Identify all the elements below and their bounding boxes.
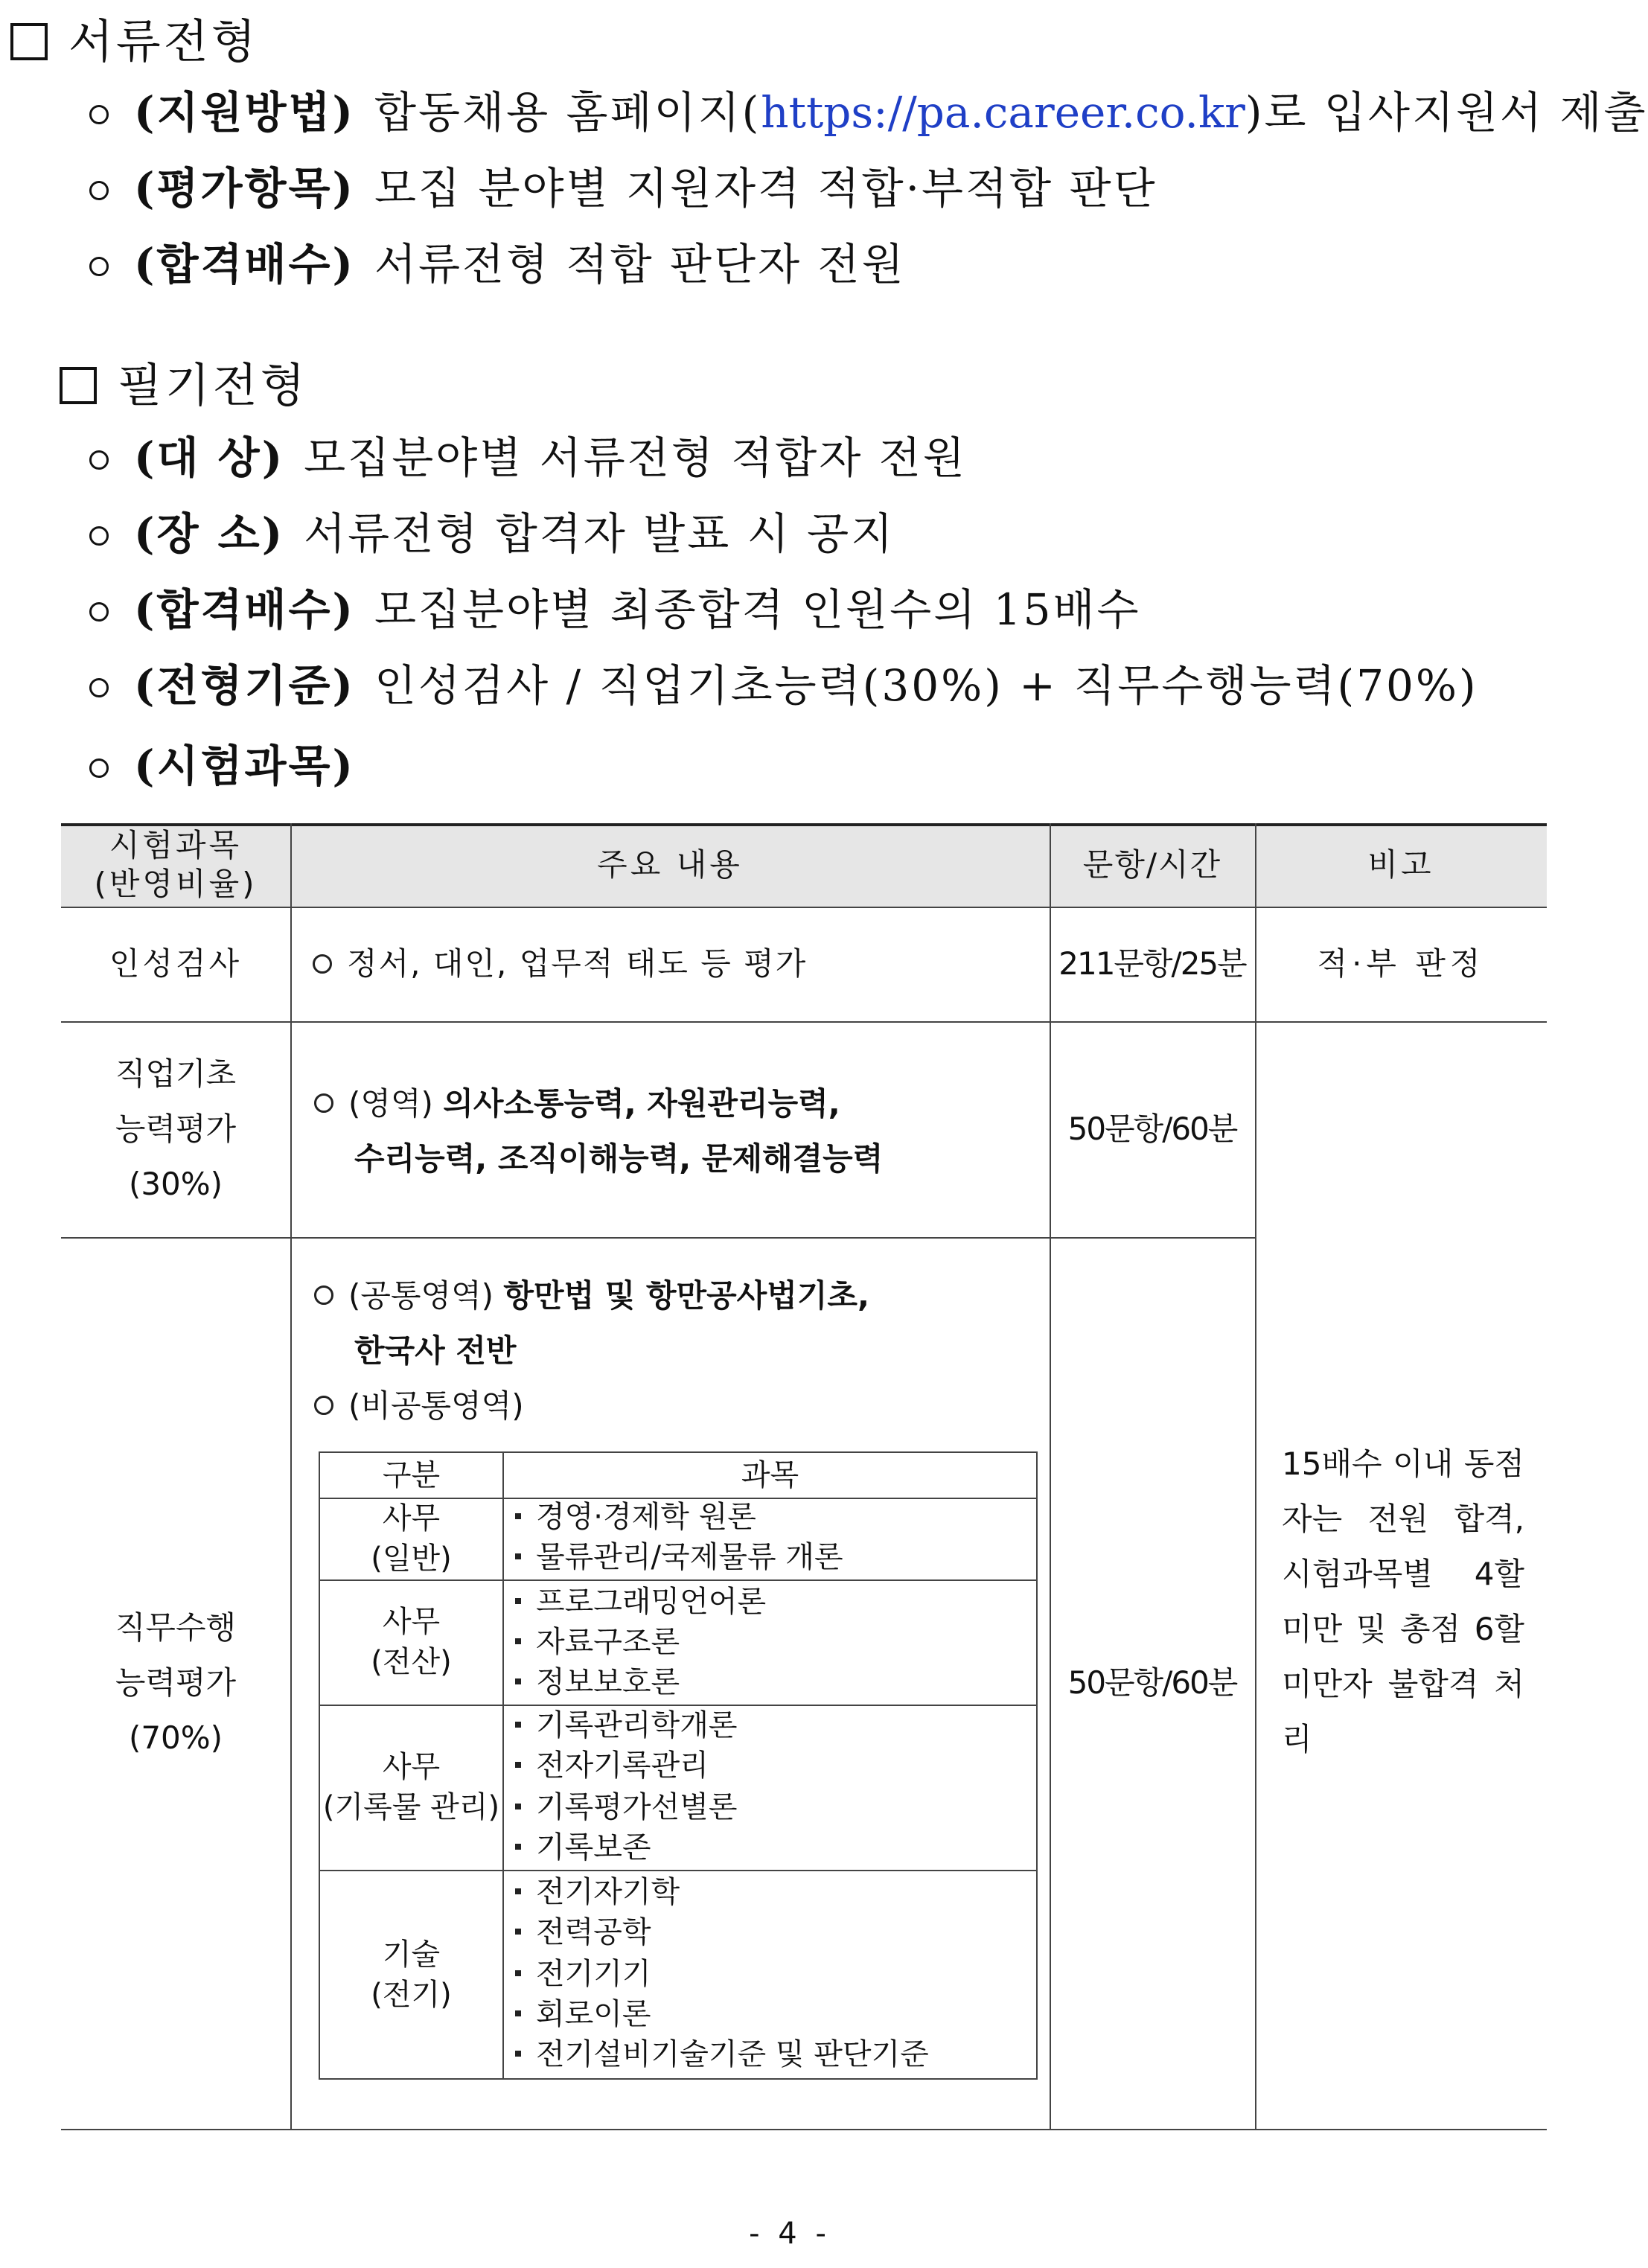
inner-cat-line: 사무 <box>382 1605 441 1639</box>
section-title: 필기전형 <box>118 358 308 412</box>
inner-cat-office-general <box>320 1498 502 1579</box>
inner-header-category: 구분 <box>382 1458 441 1492</box>
bullet-text: 모집분야별 서류전형 적합자 전원 <box>304 432 967 483</box>
remark-line: 미만자 불합격 처리 <box>1282 1666 1524 1757</box>
inner-subject-text: 경영·경제학 원론 <box>536 1500 756 1534</box>
application-url-link[interactable]: https://pa.career.co.kr <box>761 87 1245 138</box>
row2-subject-line: 직업기초 <box>115 1055 237 1092</box>
section-heading-document-screening <box>10 4 259 71</box>
square-bullet-icon <box>515 1804 521 1809</box>
inner-cat-line: 기술 <box>382 1938 441 1972</box>
row2-subject-line: 능력평가 <box>115 1111 237 1147</box>
row3-subject-line: (70%) <box>128 1719 223 1756</box>
square-bullet-icon <box>515 1722 521 1728</box>
inner-cat-office-records <box>320 1705 502 1870</box>
inner-subject-item <box>515 1993 651 2035</box>
inner-cat-line: (전산) <box>371 1645 452 1679</box>
bullet-label: (지원방법) <box>134 87 355 138</box>
square-bullet-icon <box>515 2010 521 2016</box>
inner-subject-text: 기록관리학개론 <box>536 1708 738 1742</box>
inner-cat-office-it <box>320 1579 502 1705</box>
checkbox-square-icon <box>10 23 48 60</box>
inner-subject-text: 기록평가선별론 <box>536 1790 738 1824</box>
bullet-pass-multiple <box>89 229 906 292</box>
bullet-text: 서류전형 합격자 발표 시 공지 <box>304 508 895 559</box>
square-bullet-icon <box>515 1553 521 1559</box>
row2-count-time: 50문항/60분 <box>1067 1110 1237 1147</box>
inner-cat-tech-electric <box>320 1870 502 2080</box>
square-bullet-icon <box>515 1970 521 1976</box>
square-bullet-icon <box>515 2051 521 2057</box>
inner-cat-line: (일반) <box>371 1542 452 1576</box>
circle-bullet-icon <box>89 450 109 470</box>
noncommon-subjects-table <box>319 1451 1038 2080</box>
inner-header-subject: 과목 <box>741 1458 799 1492</box>
inner-cat-line: (전기) <box>371 1978 452 2012</box>
inner-subject-item <box>515 1621 680 1663</box>
inner-subject-text: 전기기기 <box>536 1957 651 1991</box>
bullet-criteria <box>89 651 1478 713</box>
bullet-text: 모집 분야별 지원자격 적합·부적합 판단 <box>374 163 1157 214</box>
row2-subject <box>61 1021 290 1237</box>
circle-bullet-icon <box>89 105 109 124</box>
row2-content-line1 <box>314 1076 840 1131</box>
square-bullet-icon <box>515 1598 521 1604</box>
row2-subject-line: (30%) <box>128 1166 223 1202</box>
remark-line: 미만 및 총점 6할 <box>1282 1611 1524 1647</box>
row3-common-text: 항만법 및 항만공사법기초, <box>503 1277 869 1314</box>
inner-cat-line: (기록물 관리) <box>322 1790 500 1824</box>
bullet-label: (평가항목) <box>134 163 355 214</box>
inner-col-rule <box>502 1453 504 2078</box>
exam-subjects-table <box>61 823 1547 2130</box>
square-bullet-icon <box>515 1844 521 1850</box>
inner-subject-text: 자료구조론 <box>536 1625 680 1659</box>
inner-subject-item <box>515 1745 709 1786</box>
bullet-text: 모집분야별 최종합격 인원수의 15배수 <box>374 584 1141 635</box>
merged-remark <box>1282 1437 1524 1767</box>
bullet-pass-multiple-written <box>89 575 1141 637</box>
header-subject-line1: 시험과목 <box>109 826 243 863</box>
inner-subject-item <box>515 1705 737 1746</box>
remark-line: 시험과목별 4할 <box>1282 1556 1524 1592</box>
remark-line: 15배수 이내 동점 <box>1282 1446 1524 1482</box>
header-subject-line2: (반영비율) <box>94 866 258 902</box>
bullet-target <box>89 423 967 485</box>
inner-subject-item <box>515 1827 651 1868</box>
inner-subject-item <box>515 1953 651 1995</box>
bullet-evaluation-items <box>89 153 1157 216</box>
inner-subject-item <box>515 1661 680 1703</box>
row3-noncommon <box>314 1379 524 1434</box>
row3-subject-line: 직무수행 <box>115 1609 237 1646</box>
row3-subject-line: 능력평가 <box>115 1664 237 1701</box>
row3-count-time: 50문항/60분 <box>1067 1664 1237 1701</box>
inner-cat-line: 사무 <box>382 1750 441 1784</box>
bullet-label: (장 소) <box>134 508 285 559</box>
row3-subject <box>61 1237 290 2129</box>
bullet-exam-subjects <box>89 731 374 793</box>
header-content: 주요 내용 <box>597 846 743 883</box>
circle-bullet-icon <box>314 1285 333 1305</box>
row3-common-line2: 한국사 전반 <box>354 1332 517 1369</box>
bullet-label: (대 상) <box>134 432 285 483</box>
section-heading-written-exam <box>60 348 308 415</box>
square-bullet-icon <box>515 1888 521 1894</box>
inner-subject-text: 회로이론 <box>536 1997 651 2031</box>
inner-subject-item <box>515 1496 756 1538</box>
bullet-location <box>89 499 895 561</box>
circle-bullet-icon <box>89 602 109 622</box>
circle-bullet-icon <box>89 678 109 697</box>
bullet-text: 인성검사 / 직업기초능력(30%) + 직무수행능력(70%) <box>374 660 1478 711</box>
square-bullet-icon <box>515 1513 521 1519</box>
circle-bullet-icon <box>89 758 109 778</box>
inner-subject-item <box>515 1536 843 1578</box>
circle-bullet-icon <box>89 257 109 276</box>
inner-subject-text: 물류관리/국제물류 개론 <box>536 1540 843 1574</box>
bullet-label: (시험과목) <box>134 741 355 791</box>
row2-content-label: (영역) <box>348 1085 433 1122</box>
bullet-label: (합격배수) <box>134 239 355 290</box>
bullet-text-tail: )로 입사지원서 제출 <box>1245 87 1648 138</box>
row3-common-label: (공통영역) <box>348 1277 494 1314</box>
square-bullet-icon <box>515 1678 521 1684</box>
inner-cat-line: 사무 <box>382 1501 441 1536</box>
row1-content-text: 정서, 대인, 업무적 태도 등 평가 <box>347 945 808 982</box>
inner-subject-item <box>515 2034 929 2075</box>
circle-bullet-icon <box>313 954 332 974</box>
inner-subject-text: 정보보호론 <box>536 1665 680 1699</box>
bullet-label: (합격배수) <box>134 584 355 635</box>
inner-subject-text: 전기설비기술기준 및 판단기준 <box>536 2037 929 2071</box>
square-bullet-icon <box>515 1762 521 1768</box>
page-number: - 4 - <box>749 2217 831 2251</box>
row1-count-time: 211문항/25분 <box>1058 945 1246 982</box>
circle-bullet-icon <box>89 181 109 200</box>
circle-bullet-icon <box>89 526 109 546</box>
inner-subject-item <box>515 1871 680 1913</box>
inner-subject-item <box>515 1581 766 1623</box>
square-bullet-icon <box>515 1929 521 1935</box>
bullet-application-method <box>89 77 1648 140</box>
inner-subject-text: 프로그래밍언어론 <box>536 1585 767 1619</box>
inner-subject-item <box>515 1786 737 1828</box>
inner-subject-text: 전력공학 <box>536 1915 651 1949</box>
remark-line: 자는 전원 합격, <box>1282 1501 1524 1537</box>
inner-subject-text: 기록보존 <box>536 1830 651 1865</box>
row2-content-line2: 수리능력, 조직이해능력, 문제해결능력 <box>354 1140 884 1177</box>
inner-subject-item <box>515 1911 651 1953</box>
inner-subject-text: 전자기록관리 <box>536 1748 709 1783</box>
inner-subject-text: 전기자기학 <box>536 1875 680 1909</box>
header-remark: 비고 <box>1367 846 1434 883</box>
circle-bullet-icon <box>314 1396 333 1415</box>
bullet-text: 합동채용 홈페이지( <box>374 87 761 138</box>
bullet-text: 서류전형 적합 판단자 전원 <box>374 239 906 290</box>
section-title: 서류전형 <box>68 14 259 68</box>
row2-content-text: 의사소통능력, 자원관리능력, <box>443 1085 840 1122</box>
row1-remark: 적·부 판정 <box>1317 945 1485 982</box>
bullet-label: (전형기준) <box>134 660 355 711</box>
circle-bullet-icon <box>314 1093 333 1113</box>
checkbox-square-icon <box>60 367 97 404</box>
table-bottom-rule <box>61 2129 1547 2130</box>
row1-subject: 인성검사 <box>109 945 243 982</box>
header-count-time: 문항/시간 <box>1082 846 1222 883</box>
row1-content <box>290 907 1050 1021</box>
row3-noncommon-label: (비공통영역) <box>348 1387 524 1424</box>
row3-common-line1 <box>314 1268 869 1323</box>
header-subject <box>61 823 290 907</box>
square-bullet-icon <box>515 1638 521 1644</box>
